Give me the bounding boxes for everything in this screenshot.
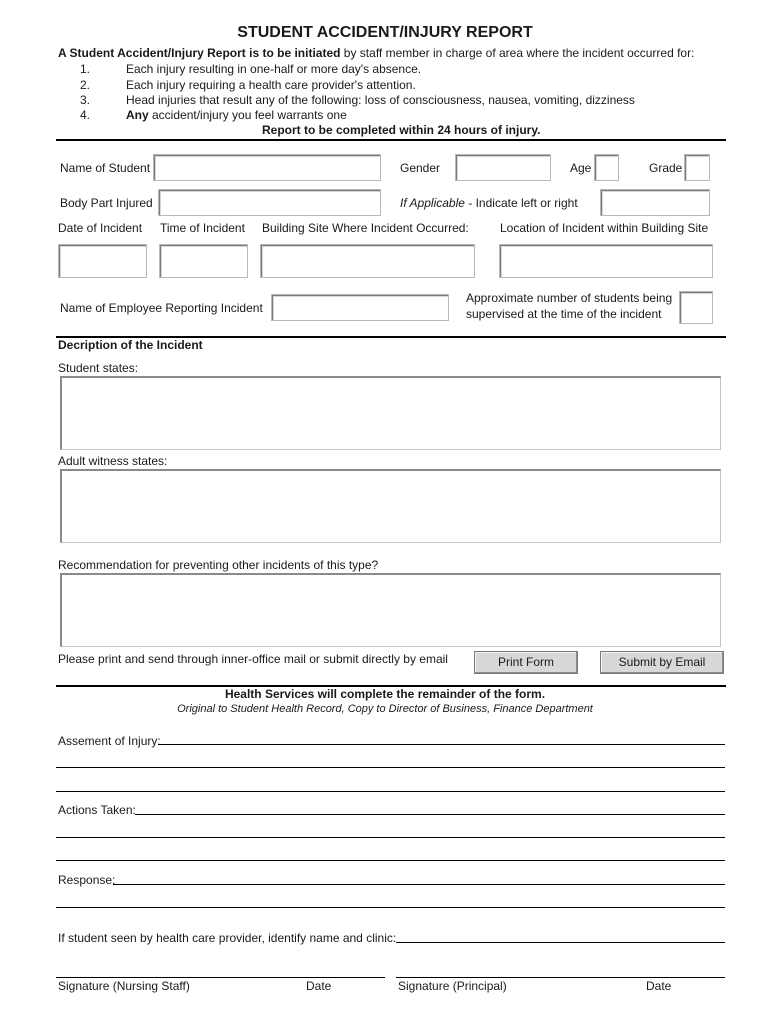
body-part-field[interactable] (158, 189, 381, 216)
submit-instruction: Please print and send through inner-office mail or submit directly by email (58, 652, 448, 666)
grade-label: Grade (649, 161, 683, 175)
building-site-label: Building Site Where Incident Occurred: (262, 221, 469, 235)
section-divider (56, 139, 726, 141)
student-states-label: Student states: (58, 361, 139, 375)
assessment-line[interactable] (56, 791, 725, 792)
principal-signature-label: Signature (Principal) (398, 979, 507, 993)
submit-by-email-button[interactable]: Submit by Email (600, 651, 724, 674)
nursing-signature-label: Signature (Nursing Staff) (58, 979, 190, 993)
list-item (126, 108, 347, 122)
recommendation-field[interactable] (60, 573, 721, 647)
list-item: Each injury requiring a health care provider's attention. (126, 78, 416, 92)
left-or-right-field[interactable] (600, 189, 710, 216)
location-label: Location of Incident within Building Site (500, 221, 709, 235)
students-supervised-field[interactable] (679, 291, 713, 324)
print-form-button[interactable]: Print Form (474, 651, 578, 674)
assessment-label: Assement of Injury: (58, 734, 161, 748)
provider-label: If student seen by health care provider, identify name and clinic: (58, 931, 397, 945)
list-item: Each injury resulting in one-half or more day's absence. (126, 62, 422, 76)
list-item-number: 3. (79, 93, 90, 107)
page-title: STUDENT ACCIDENT/INJURY REPORT (237, 24, 533, 41)
actions-taken-line[interactable] (56, 837, 725, 838)
employee-field[interactable] (271, 294, 449, 321)
list-item-number: 4. (79, 108, 90, 122)
response-line[interactable] (113, 884, 725, 885)
date-of-incident-field[interactable] (58, 244, 147, 278)
list-item-text: accident/injury you feel warrants one (148, 108, 347, 122)
side-label (400, 196, 578, 210)
gender-label: Gender (400, 161, 441, 175)
actions-taken-line[interactable] (135, 814, 725, 815)
response-line[interactable] (56, 907, 725, 908)
location-field[interactable] (499, 244, 713, 278)
time-of-incident-label: Time of Incident (160, 221, 245, 235)
description-heading: Decription of the Incident (58, 338, 203, 352)
age-label: Age (570, 161, 592, 175)
provider-line[interactable] (396, 942, 725, 943)
time-of-incident-field[interactable] (159, 244, 248, 278)
health-services-subheading: Original to Student Health Record, Copy to Director of Business, Finance Department (177, 703, 593, 715)
health-services-heading: Health Services will complete the remainder of the form. (224, 687, 546, 701)
list-item-number: 2. (79, 78, 90, 92)
age-field[interactable] (594, 154, 619, 181)
building-site-field[interactable] (260, 244, 475, 278)
grade-field[interactable] (684, 154, 710, 181)
name-of-student-label: Name of Student (60, 161, 151, 175)
list-item-emphasis: Any (126, 108, 149, 122)
employee-label: Name of Employee Reporting Incident (60, 301, 263, 315)
gender-field[interactable] (455, 154, 551, 181)
intro-paragraph (58, 46, 694, 60)
nursing-signature-line[interactable] (56, 977, 385, 978)
assessment-line[interactable] (56, 767, 725, 768)
adult-witness-label: Adult witness states: (58, 454, 168, 468)
principal-signature-line[interactable] (396, 977, 725, 978)
list-item: Head injuries that result any of the following: loss of consciousness, nausea, vomiting, dizziness (126, 93, 635, 107)
intro-lead-bold: A Student Accident/Injury Report is to be initiated (58, 46, 341, 60)
nursing-date-label: Date (306, 979, 332, 993)
supervised-label-line-2: supervised at the time of the incident (466, 307, 662, 321)
if-applicable-text: If Applicable (400, 196, 465, 210)
list-item-number: 1. (79, 62, 90, 76)
assessment-line[interactable] (158, 744, 725, 745)
principal-date-label: Date (646, 979, 672, 993)
indicate-side-text: - Indicate left or right (464, 196, 578, 210)
recommendation-label: Recommendation for preventing other incidents of this type? (58, 558, 379, 572)
adult-witness-field[interactable] (60, 469, 721, 543)
deadline-notice: Report to be completed within 24 hours of injury. (262, 123, 541, 137)
student-states-field[interactable] (60, 376, 721, 450)
name-of-student-field[interactable] (153, 154, 381, 181)
body-part-label: Body Part Injured (60, 196, 153, 210)
actions-taken-label: Actions Taken: (58, 803, 136, 817)
date-of-incident-label: Date of Incident (58, 221, 143, 235)
intro-lead-rest: by staff member in charge of area where the incident occurred for: (340, 46, 695, 60)
actions-taken-line[interactable] (56, 860, 725, 861)
response-label: Response: (58, 873, 116, 887)
supervised-label-line-1: Approximate number of students being (466, 291, 673, 305)
